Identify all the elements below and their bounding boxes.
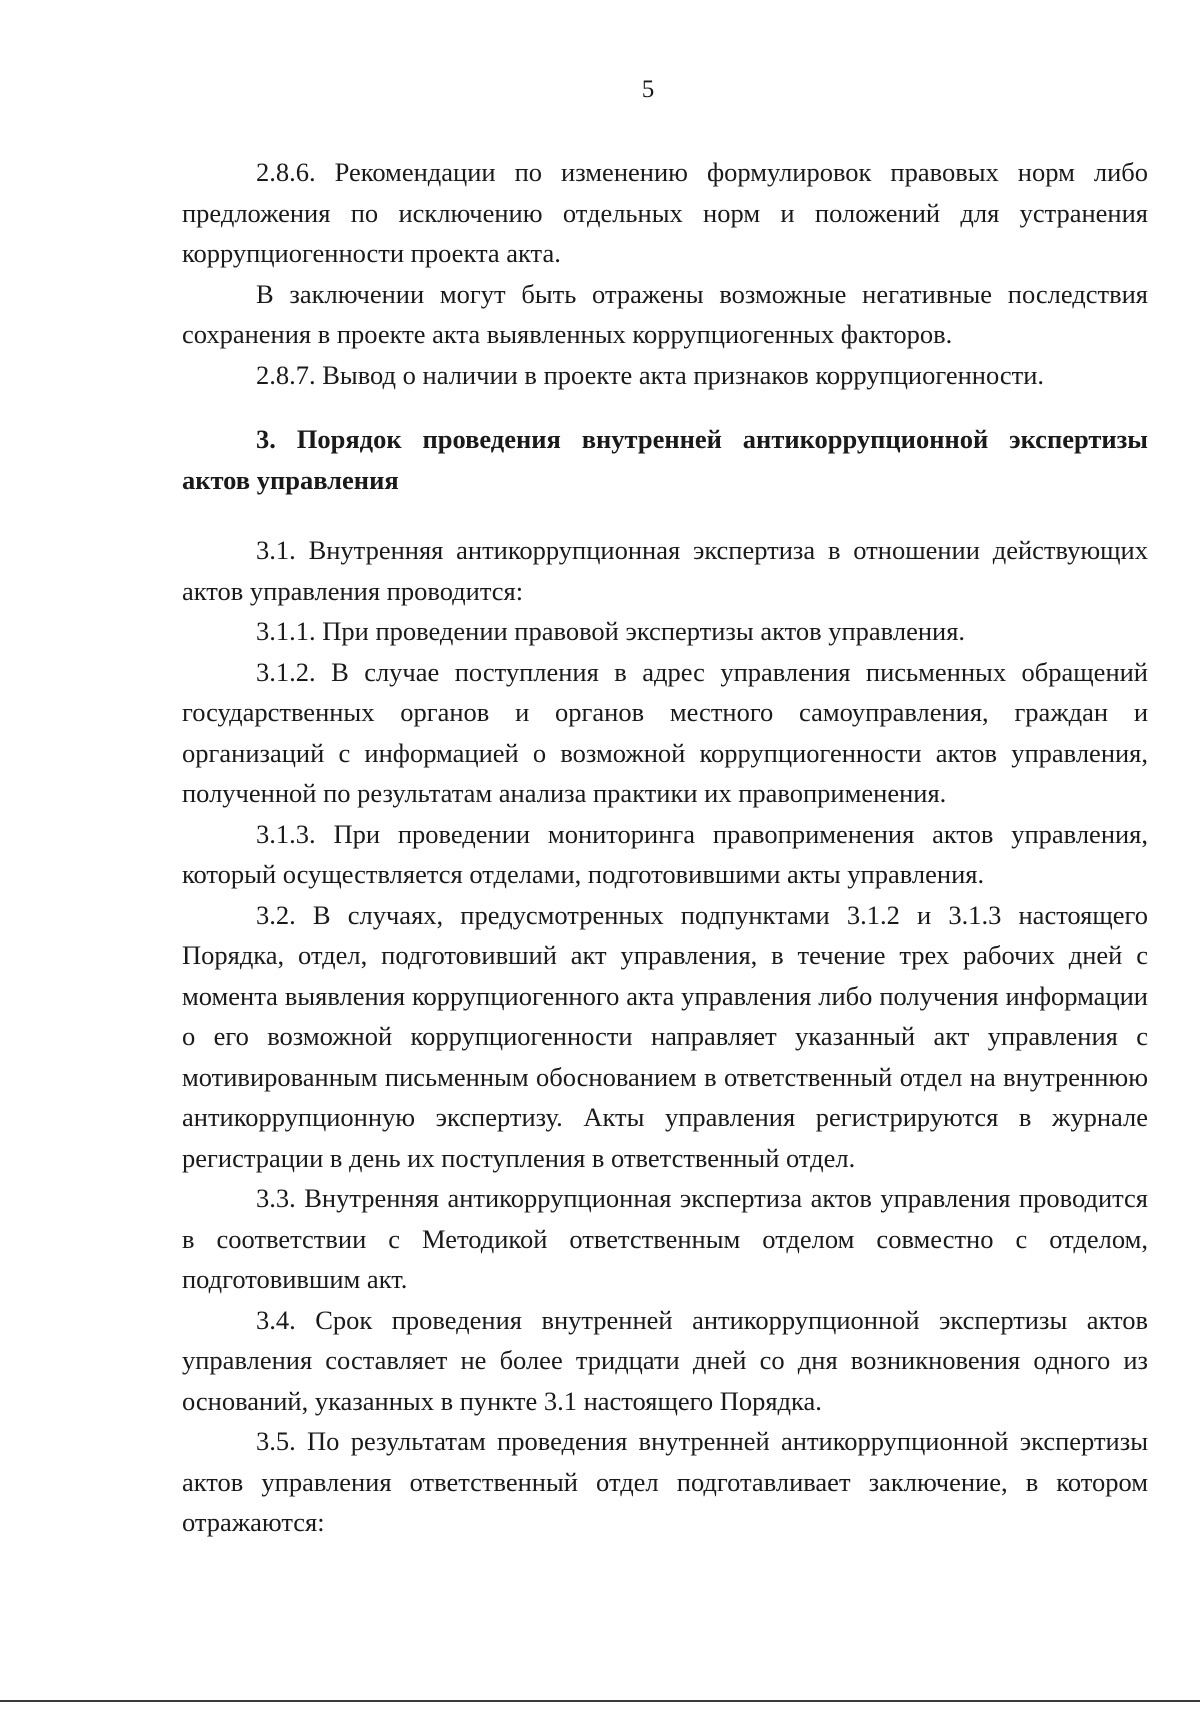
paragraph-3-4: 3.4. Срок проведения внутренней антикоррупционной экспертизы актов управления составляет не более тридцати дней со дня возникновения одного из оснований, указанных в пункте 3.1 настоящего Порядка.: [182, 1304, 1148, 1416]
paragraph-2-8-7: 2.8.7. Вывод о наличии в проекте акта признаков коррупциогенности.: [256, 359, 1045, 390]
page-number: 5: [641, 76, 655, 103]
document-body: [182, 152, 1148, 1543]
paragraph-3-1-3: 3.1.3. При проведении мониторинга правоприменения актов управления, который осуществляется отделами, подготовившими акты управления.: [182, 818, 1148, 889]
section-heading: 3. Порядок проведения внутренней антикоррупционной экспертизы актов управления: [182, 424, 1148, 495]
paragraph-3-1-2: 3.1.2. В случае поступления в адрес управления письменных обращений государственных органов и органов местного самоуправления, граждан и организаций с информацией о возможной коррупциогенности актов управления, полученной по результатам анализа практики их правоприменения.: [182, 656, 1148, 808]
paragraph-3-1: 3.1. Внутренняя антикоррупционная экспертиза в отношении действующих актов управления проводится:: [182, 535, 1148, 606]
paragraph-3-5: 3.5. По результатам проведения внутренней антикоррупционной экспертизы актов управления ответственный отдел подготавливает заключение, в котором отражаются:: [182, 1426, 1148, 1537]
paragraph-3-2: 3.2. В случаях, предусмотренных подпунктами 3.1.2 и 3.1.3 настоящего Порядка, отдел, подготовивший акт управления, в течение трех рабочих дней с момента выявления коррупциогенного акта управления либо получения информации о его возможной коррупциогенности направляет указанный акт управления с мотивированным письменным обоснованием в ответственный отдел на внутреннюю антикоррупционную экспертизу. Акты управления регистрируются в журнале регистрации в день их поступления в ответственный отдел.: [182, 899, 1148, 1173]
paragraph-2-8-6: 2.8.6. Рекомендации по изменению формулировок правовых норм либо предложения по исключению отдельных норм и положений для устранения коррупциогенности проекта акта.: [182, 157, 1148, 268]
bottom-divider: [0, 1700, 1200, 1702]
paragraph-3-1-1: 3.1.1. При проведении правовой экспертизы актов управления.: [256, 616, 966, 646]
paragraph-conclusion-note: В заключении могут быть отражены возможные негативные последствия сохранения в проекте акта выявленных коррупциогенных факторов.: [182, 278, 1148, 349]
paragraph-3-3: 3.3. Внутренняя антикоррупционная экспертиза актов управления проводится в соответствии с Методикой ответственным отделом совместно с отделом, подготовившим акт.: [182, 1183, 1148, 1294]
